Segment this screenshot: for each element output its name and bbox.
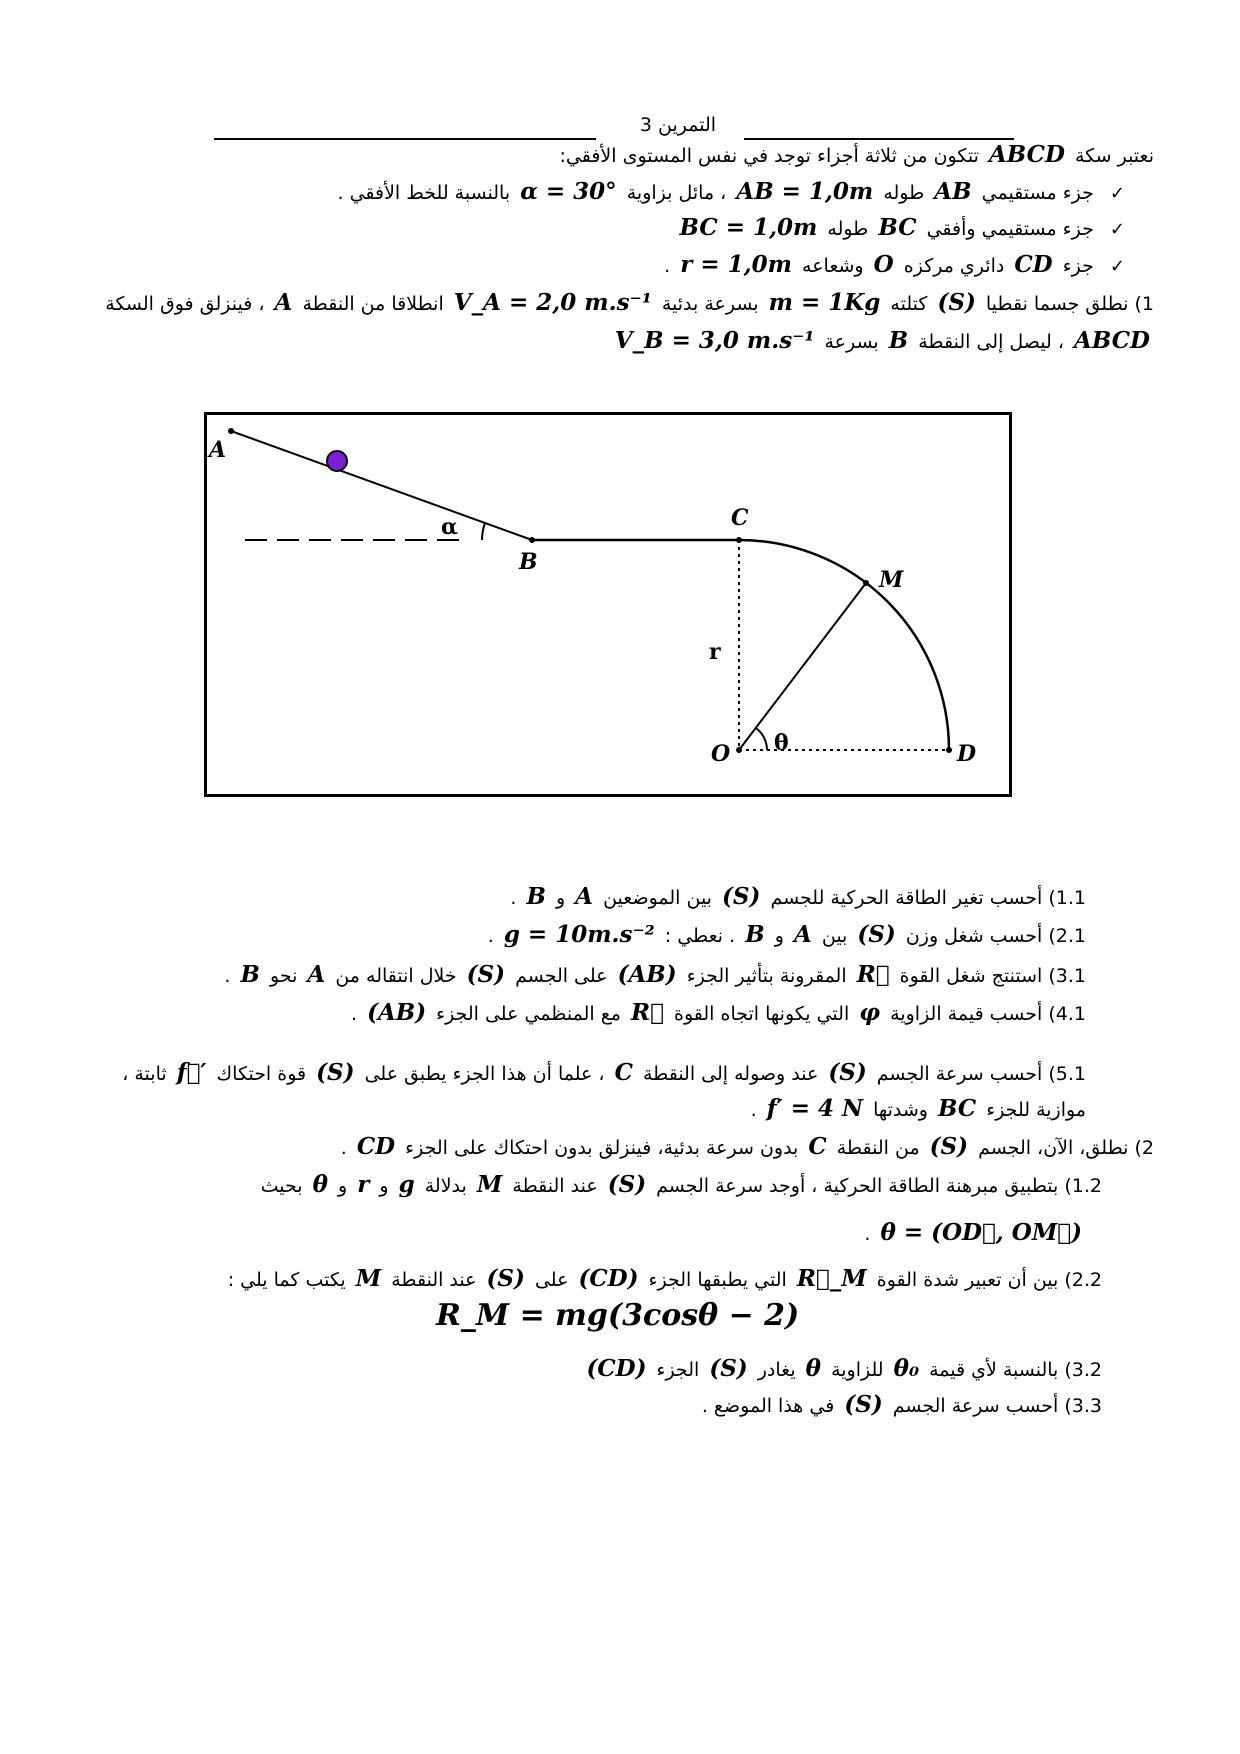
radius-om [739,583,866,750]
body-s: (S) [466,961,506,988]
point-m-dot [863,580,869,586]
label-a: A [209,437,227,463]
body-s: (S) [828,1059,867,1086]
label-d: D [957,741,977,767]
exercise-title: التمرين 3 [639,114,717,136]
part-cd-text1: جزء [1062,255,1094,277]
q11-and: و [555,887,566,909]
question-5-1 [122,1058,1086,1089]
point-a: A [307,961,326,988]
q51-y: ثابتة ، [122,1063,167,1085]
check-icon: ✓ [1109,183,1125,204]
segment-cd-ref: (CD) [578,1265,639,1292]
part-ab-text3: ، مائل بزاوية [626,182,727,204]
part-bc-name: BC [878,214,917,241]
question-5-1-cont [751,1094,1086,1125]
label-r: r [709,639,721,665]
q31-v: على الجسم [515,965,608,987]
q33-u: في هذا الموضع . [701,1395,835,1417]
friction-force: f⃗′ [176,1059,207,1086]
q22-x: عند النقطة [391,1269,477,1291]
part-bc-text1: جزء مستقيمي وأفقي [926,218,1094,240]
part-bc [676,213,1125,245]
part-cd-text3: وشعاعه [802,255,864,277]
body-s: (S) [857,921,896,948]
part-cd-radius: r = 1,0m [680,251,792,278]
q22-y: يكتب كما يلي : [227,1269,346,1291]
force-r: R⃗ [856,961,890,988]
part-cd-text4: . [664,255,671,277]
q32-text: 3.2) بالنسبة لأي قيمة [929,1359,1102,1381]
part-ab-length: AB = 1,0m [736,178,874,205]
q31-toward: نحو [270,965,298,987]
q51-v: ، علما أن هذا الجزء يطبق على [364,1063,605,1085]
segment-cd-ref: (CD) [586,1355,647,1382]
q11-end: . [510,887,517,909]
part-ab-name: AB [934,178,972,205]
q1-intro-line1 [105,288,1154,319]
question-1-2 [261,1170,1102,1201]
force-rm: R⃗_M [796,1265,867,1292]
body-s: (S) [709,1355,748,1382]
q51-text: 5.1) أحسب سرعة الجسم [876,1063,1086,1085]
point-c: C [808,1133,827,1160]
part-ab-text2: طوله [883,182,925,204]
q41-u: التي يكونها اتجاه القوة [674,1003,850,1025]
label-m: M [879,567,904,593]
label-o: O [711,741,731,767]
q21-given: . نعطي : [664,925,736,947]
point-m: M [355,1265,382,1292]
q1-intro-d: انطلاقا من النقطة [302,293,444,315]
part-bc-text2: طوله [827,218,869,240]
part-cd-center: O [873,251,894,278]
q11-u: بين الموضعين [603,887,712,909]
point-m: M [476,1171,503,1198]
point-b-dot [529,537,535,543]
question-4-1 [351,998,1086,1029]
question-2-2 [228,1264,1102,1295]
q33-text: 3.3) أحسب سرعة الجسم [892,1395,1102,1417]
body-s: (S) [937,289,976,316]
point-a: A [793,921,812,948]
segment-ab-ref: (AB) [367,999,427,1026]
segment-bc-ref: BC [938,1095,977,1122]
q31-u: المقرونة بتأثير الجزء [686,965,847,987]
q1-intro-l2b: بسرعة [824,331,879,353]
label-b: B [519,549,538,575]
title-rule-left [214,138,596,140]
track-figure [204,412,1012,797]
question-2-1 [488,920,1086,951]
q21-end: . [487,925,494,947]
track-name: ABCD [988,141,1065,168]
body-s: (S) [316,1059,355,1086]
q31-x: خلال انتقاله من [335,965,457,987]
q1-intro-line2 [611,326,1154,357]
point-o-dot [736,747,742,753]
label-theta: θ [774,730,789,756]
symbol-theta: θ [312,1171,328,1198]
track-diagram [207,415,1009,794]
gravity-value: g = 10m.s⁻² [503,921,655,948]
theta-arc [756,728,767,750]
q41-v: مع المنظمي على الجزء [436,1003,621,1025]
symbol-r: r [357,1171,370,1198]
q22-on: على [534,1269,569,1291]
part-cd-text2: دائري مركزه [903,255,1005,277]
intro-text: نعتبر سكة [1074,145,1154,167]
q12-and2: و [337,1175,348,1197]
theta-def-end: . [864,1223,871,1245]
q21-and: و [774,925,784,947]
mass-value: m = 1Kg [768,289,881,316]
point-d-dot [946,747,952,753]
q51c-end: . [750,1099,757,1121]
q12-such-that: بحيث [260,1175,303,1197]
q2-intro-b: من النقطة [836,1137,920,1159]
question-1-1 [510,882,1086,913]
theta-definition [864,1218,1086,1249]
point-a: A [274,289,293,316]
q21-text: 2.1) أحسب شغل وزن [905,925,1086,947]
q51c-u: وشدتها [873,1099,928,1121]
q32-part: الجزء [656,1359,700,1381]
moving-body [327,451,347,471]
part-ab-text4: بالنسبة للخط الأفقي . [337,182,511,204]
body-s: (S) [722,883,761,910]
q12-v: بدلالة [424,1175,467,1197]
question-3-3 [702,1390,1102,1421]
friction-value: f′ = 4 N [766,1095,864,1122]
q51-x: قوة احتكاك [216,1063,307,1085]
q2-intro-a: 2) نطلق، الآن، الجسم [978,1137,1154,1159]
angle-phi: φ [859,999,881,1026]
q12-and1: و [379,1175,389,1197]
point-b: B [888,327,909,354]
point-b: B [526,883,546,910]
part-bc-length: BC = 1,0m [679,214,818,241]
q2-intro-end: . [340,1137,347,1159]
body-s: (S) [929,1133,969,1160]
theta-zero: θ₀ [893,1355,920,1382]
q1-intro-b: كتلته [890,293,928,315]
label-alpha: α [441,514,458,540]
segment-ab-ref: (AB) [617,961,677,988]
q31-end: . [224,965,231,987]
symbol-theta: θ [805,1355,822,1382]
part-ab [337,177,1125,209]
body-s: (S) [844,1391,883,1418]
segment-cd-ref: CD [356,1133,396,1160]
q31-text: 3.1) استنتج شغل القوة [899,965,1086,987]
q41-text: 4.1) أحسب قيمة الزاوية [890,1003,1086,1025]
point-c: C [614,1059,633,1086]
q2-intro-d: بدون سرعة بدئية، فينزلق بدون احتكاك على الجزء [405,1137,799,1159]
incline-ab [231,431,532,540]
part-ab-text1: جزء مستقيمي [981,182,1094,204]
theta-def-formula: θ = (OD⃗, OM⃗) [880,1219,1082,1246]
q1-intro-e: ، فينزلق فوق السكة [105,293,265,315]
intro-rest: تتكون من ثلاثة أجزاء توجد في نفس المستوى الأفقي: [559,145,979,167]
point-b: B [745,921,765,948]
q22-text: 2.2) بين أن تعبير شدة القوة [876,1269,1102,1291]
point-b: B [240,961,260,988]
q51-u: عند وصوله إلى النقطة [642,1063,819,1085]
symbol-g: g [398,1171,415,1198]
alpha-arc [482,523,485,540]
intro-line [559,140,1154,171]
check-icon: ✓ [1109,256,1125,277]
q32-leaves: يغادر [757,1359,796,1381]
q21-u: بين [821,925,848,947]
body-s: (S) [486,1265,525,1292]
point-a: A [575,883,594,910]
q12-u: عند النقطة [512,1175,598,1197]
point-a-dot [228,428,234,434]
q1-intro-c: بسرعة بدئية [661,293,759,315]
q12-text: 1.2) بتطبيق مبرهنة الطاقة الحركية ، أوجد سرعة الجسم [656,1175,1102,1197]
body-s: (S) [607,1171,647,1198]
rm-formula: R_M = mg(3cosθ − 2) [436,1298,800,1333]
part-ab-angle: α = 30° [520,178,617,205]
question-3-2 [582,1354,1102,1385]
question-3-1 [224,960,1086,991]
q2-intro [341,1132,1154,1163]
velocity-a: V_A = 2,0 m.s⁻¹ [453,289,652,316]
q1-intro-a: 1) نطلق جسما نقطيا [985,293,1154,315]
q41-end: . [350,1003,358,1025]
velocity-b: V_B = 3,0 m.s⁻¹ [614,327,815,354]
arc-cd [739,540,949,750]
part-cd [664,250,1125,282]
q1-intro-l2a: ، ليصل إلى النقطة [918,331,1064,353]
q32-u: للزاوية [831,1359,884,1381]
part-cd-name: CD [1014,251,1053,278]
force-r: R⃗ [631,999,664,1026]
q22-u: التي يطبقها الجزء [648,1269,787,1291]
q51c-text: موازية للجزء [986,1099,1086,1121]
track-name: ABCD [1074,327,1150,354]
q11-text: 1.1) أحسب تغير الطاقة الحركية للجسم [770,887,1086,909]
check-icon: ✓ [1109,219,1125,240]
label-c: C [731,505,749,531]
